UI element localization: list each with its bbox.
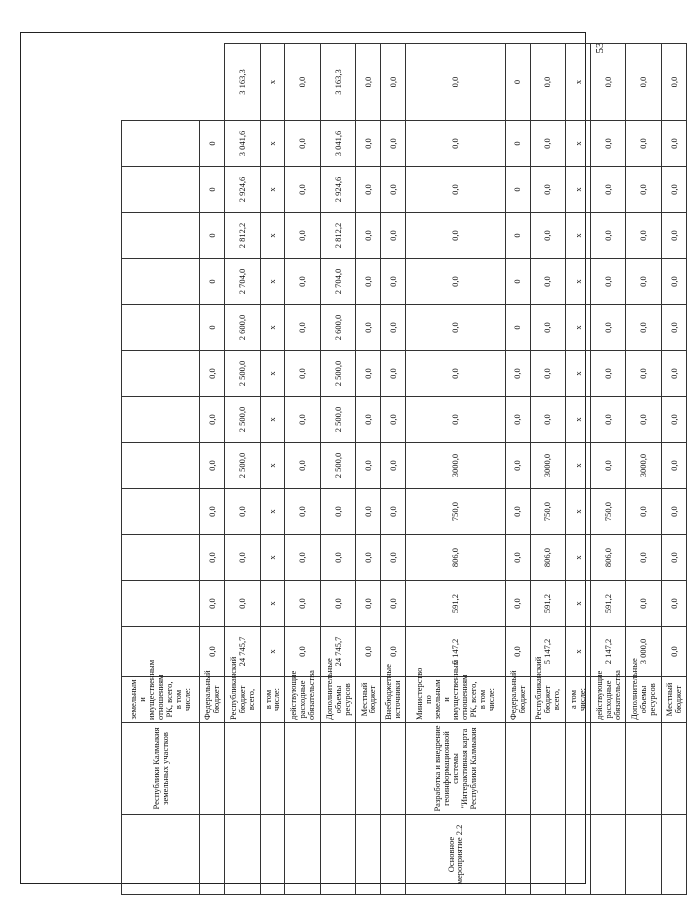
measure-cell: [260, 723, 285, 815]
value-cell: 0,0: [200, 581, 225, 627]
value-cell: 806,0: [530, 535, 566, 581]
source-cell: Дополнительные объемы ресурсов: [626, 677, 662, 723]
value-cell: 24 745,7: [320, 627, 356, 677]
measure-cell: Республики Калмыкия земельных участков: [122, 723, 200, 815]
value-cell: 0,0: [590, 351, 626, 397]
value-cell: 3 163,3: [225, 44, 261, 121]
value-cell: 0,0: [626, 581, 662, 627]
value-cell: 0,0: [662, 259, 687, 305]
value-cell: 0,0: [285, 213, 321, 259]
measure-cell: [662, 723, 687, 815]
value-cell: 0,0: [356, 535, 381, 581]
source-cell: Местный бюджет: [356, 677, 381, 723]
value-cell: 0,0: [381, 397, 406, 443]
value-cell: 591,2: [406, 581, 505, 627]
value-cell: 2 924,6: [320, 167, 356, 213]
program-cell: [566, 815, 591, 895]
source-cell: Внебюджетные источники: [381, 677, 406, 723]
measure-cell: [320, 723, 356, 815]
source-cell: в том числе:: [260, 677, 285, 723]
value-cell: 750,0: [530, 489, 566, 535]
value-cell: 0,0: [406, 305, 505, 351]
measure-cell: Разработка и внедрение геоинформационной системы "Интерактивная карта Республики Калмыкия: [406, 723, 505, 815]
value-cell: [122, 167, 200, 213]
value-cell: 2 500,0: [225, 351, 261, 397]
value-cell: 0,0: [626, 535, 662, 581]
value-cell: [122, 305, 200, 351]
program-cell: [530, 815, 566, 895]
value-cell: 0,0: [662, 305, 687, 351]
value-cell: 2 147,2: [590, 627, 626, 677]
value-cell: 0,0: [285, 259, 321, 305]
value-cell: х: [566, 489, 591, 535]
value-cell: 0,0: [356, 305, 381, 351]
table-row: [590, 44, 626, 895]
source-cell: Республиканский бюджет всего,: [530, 677, 566, 723]
table-row: [566, 44, 591, 895]
value-cell: 0,0: [406, 351, 505, 397]
value-cell: х: [566, 259, 591, 305]
value-cell: 0,0: [320, 489, 356, 535]
value-cell: 0,0: [381, 121, 406, 167]
program-cell: [200, 815, 225, 895]
source-cell: Федеральный бюджет: [505, 677, 530, 723]
source-cell: Федеральный бюджет: [200, 677, 225, 723]
value-cell: 0: [505, 213, 530, 259]
value-cell: 0: [200, 167, 225, 213]
value-cell: [122, 351, 200, 397]
measure-cell: [381, 723, 406, 815]
value-cell: 0,0: [285, 397, 321, 443]
value-cell: х: [566, 397, 591, 443]
value-cell: 2 812,2: [320, 213, 356, 259]
value-cell: 0: [505, 121, 530, 167]
value-cell: 0,0: [530, 397, 566, 443]
value-cell: 0,0: [662, 443, 687, 489]
value-cell: 0,0: [530, 305, 566, 351]
value-cell: х: [260, 443, 285, 489]
program-cell: [662, 815, 687, 895]
value-cell: 0,0: [590, 213, 626, 259]
value-cell: 3000,0: [406, 443, 505, 489]
value-cell: 0,0: [200, 397, 225, 443]
value-cell: 0,0: [626, 305, 662, 351]
measure-cell: [530, 723, 566, 815]
program-cell: Основное мероприятие 2.2: [406, 815, 505, 895]
value-cell: 0: [505, 44, 530, 121]
value-cell: 0: [200, 213, 225, 259]
value-cell: 24 745,7: [225, 627, 261, 677]
value-cell: 0,0: [590, 121, 626, 167]
measure-cell: [626, 723, 662, 815]
value-cell: 0,0: [505, 581, 530, 627]
program-cell: [260, 815, 285, 895]
value-cell: 0: [200, 305, 225, 351]
value-cell: 0,0: [200, 627, 225, 677]
value-cell: 0,0: [406, 167, 505, 213]
program-cell: [505, 815, 530, 895]
source-cell: действующие расходные обязательства: [590, 677, 626, 723]
value-cell: 0,0: [406, 44, 505, 121]
table-row: [406, 44, 505, 895]
value-cell: 0,0: [662, 351, 687, 397]
value-cell: 3 041,6: [320, 121, 356, 167]
value-cell: 2 500,0: [225, 443, 261, 489]
value-cell: 0,0: [381, 489, 406, 535]
value-cell: 0,0: [530, 121, 566, 167]
value-cell: х: [260, 351, 285, 397]
value-cell: 0,0: [590, 167, 626, 213]
value-cell: х: [260, 581, 285, 627]
value-cell: 0,0: [505, 489, 530, 535]
table-row: [505, 44, 530, 895]
value-cell: 0: [200, 259, 225, 305]
program-cell: [285, 815, 321, 895]
value-cell: 0,0: [356, 121, 381, 167]
source-cell: Дополнительные объемы ресурсов: [320, 677, 356, 723]
table-row: [225, 44, 261, 895]
value-cell: 0,0: [381, 259, 406, 305]
page-number: 53: [594, 42, 606, 54]
value-cell: х: [566, 121, 591, 167]
measure-cell: [285, 723, 321, 815]
value-cell: 806,0: [406, 535, 505, 581]
value-cell: х: [566, 213, 591, 259]
value-cell: х: [566, 581, 591, 627]
program-cell: [381, 815, 406, 895]
value-cell: [122, 627, 200, 677]
value-cell: 750,0: [590, 489, 626, 535]
value-cell: х: [566, 535, 591, 581]
value-cell: 0,0: [320, 535, 356, 581]
value-cell: 0,0: [381, 213, 406, 259]
value-cell: 0,0: [356, 627, 381, 677]
value-cell: х: [566, 305, 591, 351]
value-cell: [122, 443, 200, 489]
value-cell: [122, 121, 200, 167]
value-cell: 0,0: [356, 167, 381, 213]
value-cell: 0,0: [662, 581, 687, 627]
value-cell: 0,0: [590, 44, 626, 121]
value-cell: 0,0: [285, 489, 321, 535]
value-cell: 0,0: [530, 259, 566, 305]
value-cell: 0,0: [406, 259, 505, 305]
value-cell: [122, 535, 200, 581]
program-cell: [320, 815, 356, 895]
value-cell: 0,0: [505, 535, 530, 581]
value-cell: [122, 489, 200, 535]
value-cell: 0,0: [626, 44, 662, 121]
source-cell: а том числе:: [566, 677, 591, 723]
table-row: [381, 44, 406, 895]
value-cell: 2 600,0: [225, 305, 261, 351]
table-row: [260, 44, 285, 895]
value-cell: 591,2: [590, 581, 626, 627]
source-cell: Министерство по земельным и имущественным отношениям РК, всего, в том числе:: [406, 677, 505, 723]
value-cell: [122, 259, 200, 305]
source-cell: Местный бюджет: [662, 677, 687, 723]
program-cell: [225, 815, 261, 895]
value-cell: 0,0: [505, 397, 530, 443]
value-cell: 750,0: [406, 489, 505, 535]
value-cell: 0,0: [662, 213, 687, 259]
source-cell: Республиканский бюджет всего,: [225, 677, 261, 723]
value-cell: 5 147,2: [406, 627, 505, 677]
value-cell: 0,0: [285, 167, 321, 213]
value-cell: 2 812,2: [225, 213, 261, 259]
value-cell: 5 147,2: [530, 627, 566, 677]
value-cell: 2 924,6: [225, 167, 261, 213]
table-row: [200, 44, 225, 895]
value-cell: 0,0: [530, 351, 566, 397]
value-cell: х: [260, 259, 285, 305]
value-cell: 0,0: [662, 167, 687, 213]
value-cell: 0: [505, 305, 530, 351]
table-row: [122, 44, 200, 895]
value-cell: 0,0: [590, 259, 626, 305]
value-cell: 0,0: [356, 443, 381, 489]
value-cell: 0,0: [285, 443, 321, 489]
value-cell: 806,0: [590, 535, 626, 581]
value-cell: 0,0: [356, 581, 381, 627]
measure-cell: [225, 723, 261, 815]
value-cell: 0,0: [626, 259, 662, 305]
value-cell: 0,0: [505, 351, 530, 397]
value-cell: 0,0: [406, 121, 505, 167]
value-cell: 0,0: [590, 443, 626, 489]
table-row: [285, 44, 321, 895]
value-cell: 2 704,0: [225, 259, 261, 305]
value-cell: 0,0: [662, 535, 687, 581]
program-cell: [122, 815, 200, 895]
table-row: [626, 44, 662, 895]
value-cell: 0,0: [356, 259, 381, 305]
value-cell: х: [260, 213, 285, 259]
value-cell: 0,0: [530, 213, 566, 259]
value-cell: х: [566, 627, 591, 677]
value-cell: 0,0: [626, 489, 662, 535]
value-cell: 0,0: [200, 443, 225, 489]
value-cell: 3 000,0: [626, 627, 662, 677]
value-cell: 0,0: [381, 167, 406, 213]
value-cell: 0,0: [285, 44, 321, 121]
value-cell: 0,0: [590, 397, 626, 443]
value-cell: 2 704,0: [320, 259, 356, 305]
table-row: [356, 44, 381, 895]
program-cell: [590, 815, 626, 895]
value-cell: х: [260, 167, 285, 213]
value-cell: 0,0: [381, 627, 406, 677]
value-cell: 2 500,0: [320, 351, 356, 397]
value-cell: х: [260, 627, 285, 677]
value-cell: 0,0: [381, 581, 406, 627]
value-cell: 0,0: [662, 489, 687, 535]
program-cell: [356, 815, 381, 895]
value-cell: [122, 213, 200, 259]
value-cell: 0,0: [662, 121, 687, 167]
value-cell: 0,0: [505, 627, 530, 677]
value-cell: 0,0: [225, 489, 261, 535]
value-cell: х: [260, 535, 285, 581]
value-cell: [122, 397, 200, 443]
program-cell: [626, 815, 662, 895]
value-cell: 2 600,0: [320, 305, 356, 351]
value-cell: 0,0: [406, 213, 505, 259]
measure-cell: [356, 723, 381, 815]
value-cell: 0,0: [200, 351, 225, 397]
value-cell: 0,0: [200, 489, 225, 535]
value-cell: х: [260, 121, 285, 167]
value-cell: 0,0: [626, 121, 662, 167]
value-cell: 0,0: [285, 121, 321, 167]
value-cell: 3 041,6: [225, 121, 261, 167]
value-cell: х: [566, 443, 591, 489]
value-cell: [122, 581, 200, 627]
value-cell: 0,0: [530, 167, 566, 213]
measure-cell: [200, 723, 225, 815]
value-cell: 0,0: [356, 397, 381, 443]
value-cell: х: [260, 305, 285, 351]
source-cell: земельным и имущественным отношениям РК, всего, в том числе:: [122, 677, 200, 723]
value-cell: 591,2: [530, 581, 566, 627]
measure-cell: [590, 723, 626, 815]
value-cell: 0,0: [626, 397, 662, 443]
value-cell: 0,0: [200, 535, 225, 581]
measure-cell: [505, 723, 530, 815]
value-cell: х: [566, 167, 591, 213]
value-cell: 0,0: [590, 305, 626, 351]
value-cell: 0: [200, 121, 225, 167]
value-cell: х: [566, 44, 591, 121]
table-row: [320, 44, 356, 895]
value-cell: 0,0: [381, 305, 406, 351]
value-cell: 0,0: [530, 44, 566, 121]
value-cell: 0,0: [406, 397, 505, 443]
value-cell: х: [566, 351, 591, 397]
value-cell: 0,0: [356, 213, 381, 259]
value-cell: 0,0: [381, 44, 406, 121]
value-cell: 2 500,0: [225, 397, 261, 443]
measure-cell: [566, 723, 591, 815]
value-cell: 0,0: [626, 213, 662, 259]
value-cell: 0,0: [285, 535, 321, 581]
value-cell: 0,0: [662, 627, 687, 677]
value-cell: 3 163,3: [320, 44, 356, 121]
table-row: [530, 44, 566, 895]
value-cell: 0,0: [285, 305, 321, 351]
value-cell: 0,0: [505, 443, 530, 489]
value-cell: 3000,0: [530, 443, 566, 489]
value-cell: 0,0: [225, 581, 261, 627]
value-cell: 0,0: [381, 443, 406, 489]
value-cell: х: [260, 489, 285, 535]
value-cell: 0,0: [356, 351, 381, 397]
value-cell: 0,0: [225, 535, 261, 581]
value-cell: 0: [505, 259, 530, 305]
value-cell: 2 500,0: [320, 443, 356, 489]
value-cell: 0,0: [285, 581, 321, 627]
budget-table: [121, 43, 687, 895]
value-cell: 0,0: [626, 167, 662, 213]
value-cell: 0,0: [381, 535, 406, 581]
value-cell: 0,0: [285, 351, 321, 397]
value-cell: 0,0: [285, 627, 321, 677]
value-cell: 0,0: [356, 489, 381, 535]
value-cell: 2 500,0: [320, 397, 356, 443]
value-cell: 0,0: [381, 351, 406, 397]
table-row: [662, 44, 687, 895]
value-cell: х: [260, 44, 285, 121]
value-cell: 0,0: [662, 397, 687, 443]
source-cell: действующие расходные обязательства: [285, 677, 321, 723]
value-cell: х: [260, 397, 285, 443]
value-cell: 0,0: [626, 351, 662, 397]
rotated-table-wrapper: [121, 43, 687, 895]
value-cell: 0,0: [662, 44, 687, 121]
value-cell: 3000,0: [626, 443, 662, 489]
value-cell: 0,0: [320, 581, 356, 627]
value-cell: 0,0: [356, 44, 381, 121]
value-cell: 0: [505, 167, 530, 213]
